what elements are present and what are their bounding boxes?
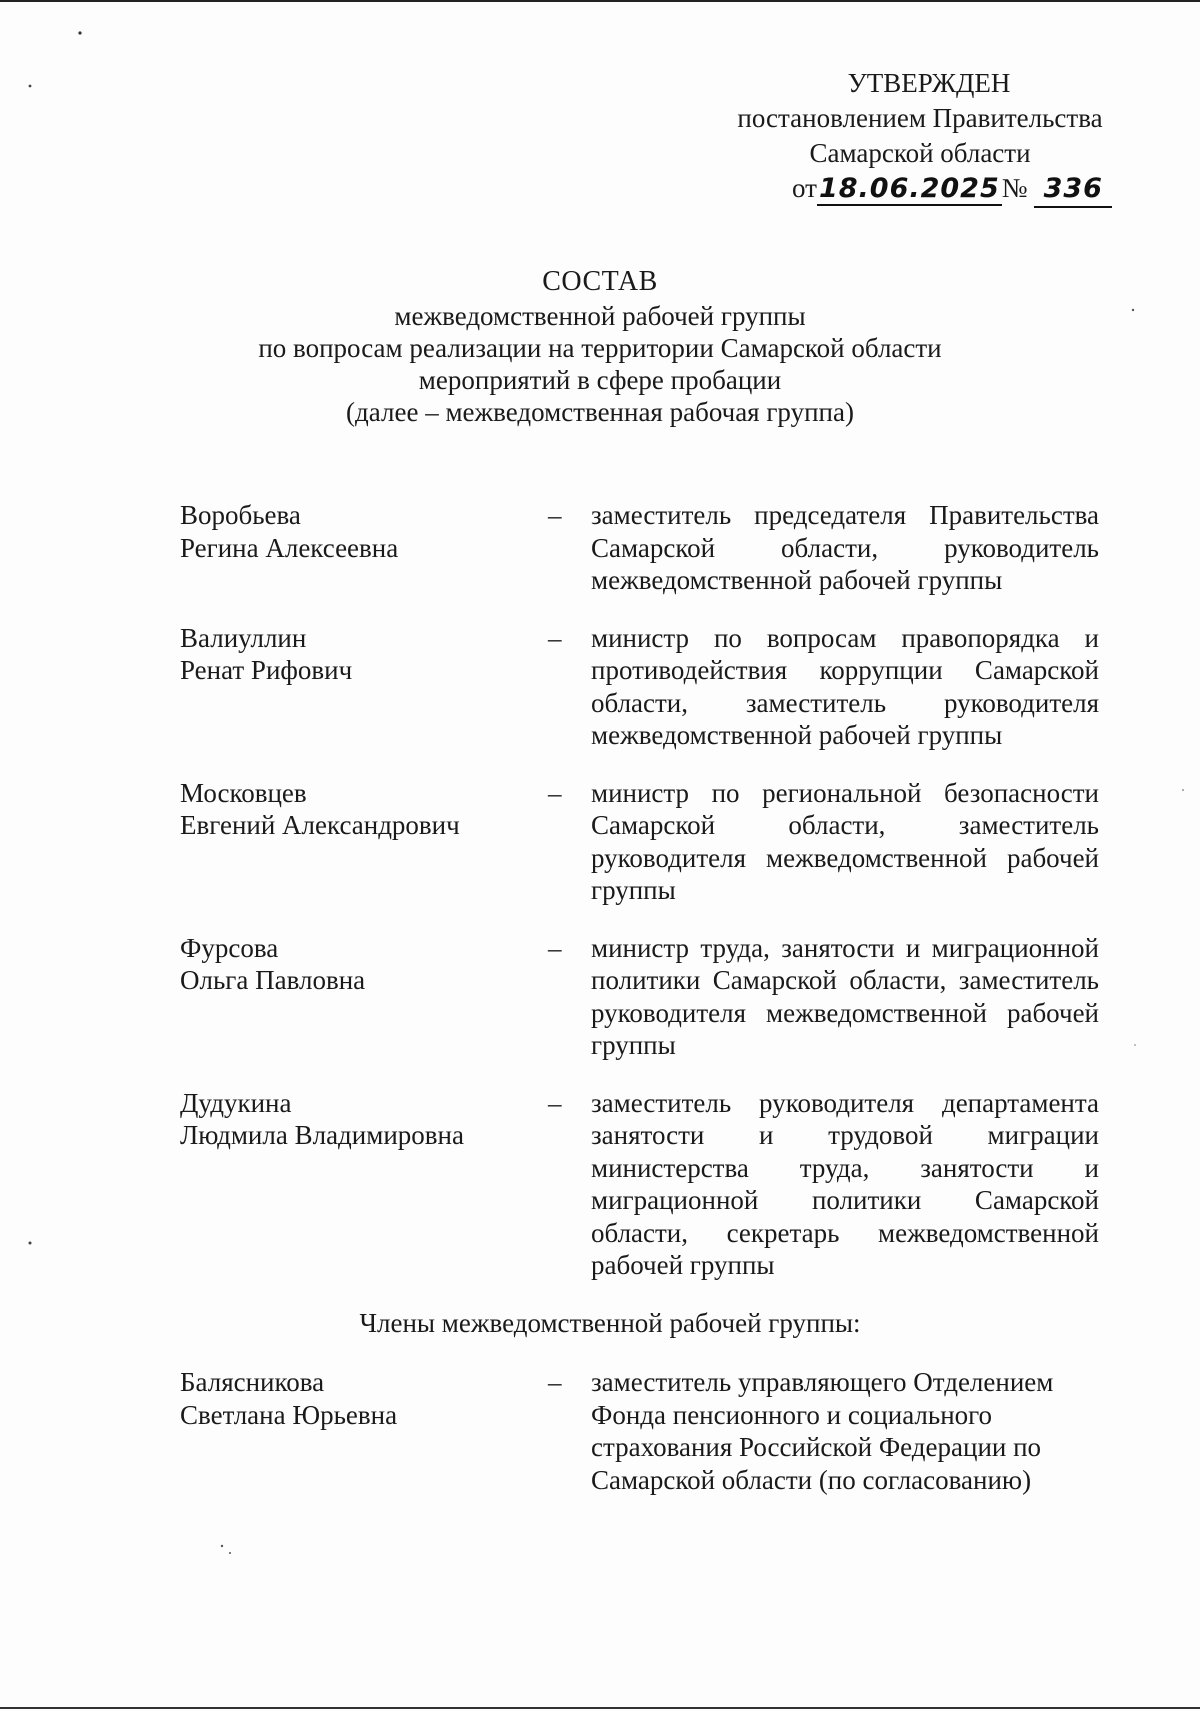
member-name [180, 1087, 540, 1282]
member-given-names: Евгений Александрович [180, 810, 460, 840]
member-name [180, 777, 540, 907]
member-given-names: Светлана Юрьевна [180, 1399, 398, 1430]
heading-line-4: (далее – межведомственная рабочая группа) [346, 397, 854, 427]
dash-separator: – [548, 1087, 562, 1118]
document-heading [150, 266, 1050, 428]
member-name [180, 932, 540, 1062]
member-surname: Валиуллин [180, 622, 307, 653]
member-given-names: Регина Алексеевна [180, 532, 399, 563]
heading-line-2: по вопросам реализации на территории Самарской области [258, 333, 942, 363]
dash-separator: – [548, 622, 562, 653]
member-role: заместитель председателя Правительства Самарской области, руководитель межведомственной рабочей группы [591, 500, 1099, 595]
dash-separator: – [548, 777, 562, 808]
dash-separator: – [548, 932, 562, 963]
member-role: министр труда, занятости и миграционной политики Самарской области, заместитель руководителя межведомственной рабочей группы [591, 932, 1099, 1060]
member-row [180, 777, 1120, 907]
member-surname: Фурсова [180, 932, 279, 963]
member-given-names: Ренат Рифович [180, 655, 353, 685]
approval-line-2: Самарской области [809, 138, 1031, 168]
scan-edge-top [0, 0, 1200, 2]
approval-date-prefix: от [792, 173, 817, 203]
member-role: министр по региональной безопасности Самарской области, заместитель руководителя межведомственной рабочей группы [591, 777, 1099, 905]
members-section-title: Члены межведомственной рабочей группы: [359, 1307, 861, 1338]
member-name [180, 499, 540, 597]
approval-date-handwritten: 18.06.2025 [818, 173, 1000, 204]
member-row [180, 932, 1120, 1062]
member-name [180, 622, 540, 752]
approval-number-handwritten: 336 [1034, 171, 1112, 208]
member-row [180, 1087, 1120, 1282]
member-given-names: Людмила Владимировна [180, 1120, 464, 1150]
heading-title: СОСТАВ [542, 266, 658, 297]
member-role: заместитель управляющего Отделением Фонда пенсионного и социального страхования Российской Федерации по Самарской области (по согласованию) [591, 1367, 1054, 1495]
member-surname: Балясникова [180, 1367, 325, 1397]
approval-date-line [700, 171, 1140, 208]
member-surname: Воробьева [180, 500, 301, 530]
heading-line-3: мероприятий в сфере пробации [418, 365, 782, 395]
member-name [180, 1366, 540, 1496]
member-row [180, 499, 1120, 597]
member-row [180, 1366, 1120, 1496]
heading-line-1: межведомственной рабочей группы [394, 301, 806, 331]
approval-title: УТВЕРЖДЕН [847, 68, 1011, 98]
dash-separator: – [548, 1367, 562, 1397]
scan-edge-bottom [0, 1707, 1200, 1709]
member-given-names: Ольга Павловна [180, 965, 366, 995]
member-role: заместитель руководителя департамента занятости и трудовой миграции министерства труда, занятости и миграционной политики Самарской области, секретарь межведомственной рабочей группы [591, 1087, 1099, 1280]
approval-number-sign: № [1001, 173, 1028, 203]
dash-separator: – [548, 500, 562, 530]
approval-line-1: постановлением Правительства [737, 103, 1103, 133]
member-surname: Дудукина [180, 1087, 292, 1118]
member-role: министр по вопросам правопорядка и противодействия коррупции Самарской области, заместитель руководителя межведомственной рабочей группы [591, 622, 1099, 750]
member-surname: Московцев [180, 777, 307, 808]
composition-list [180, 499, 1120, 1521]
approval-stamp [700, 66, 1140, 208]
member-row [180, 622, 1120, 752]
